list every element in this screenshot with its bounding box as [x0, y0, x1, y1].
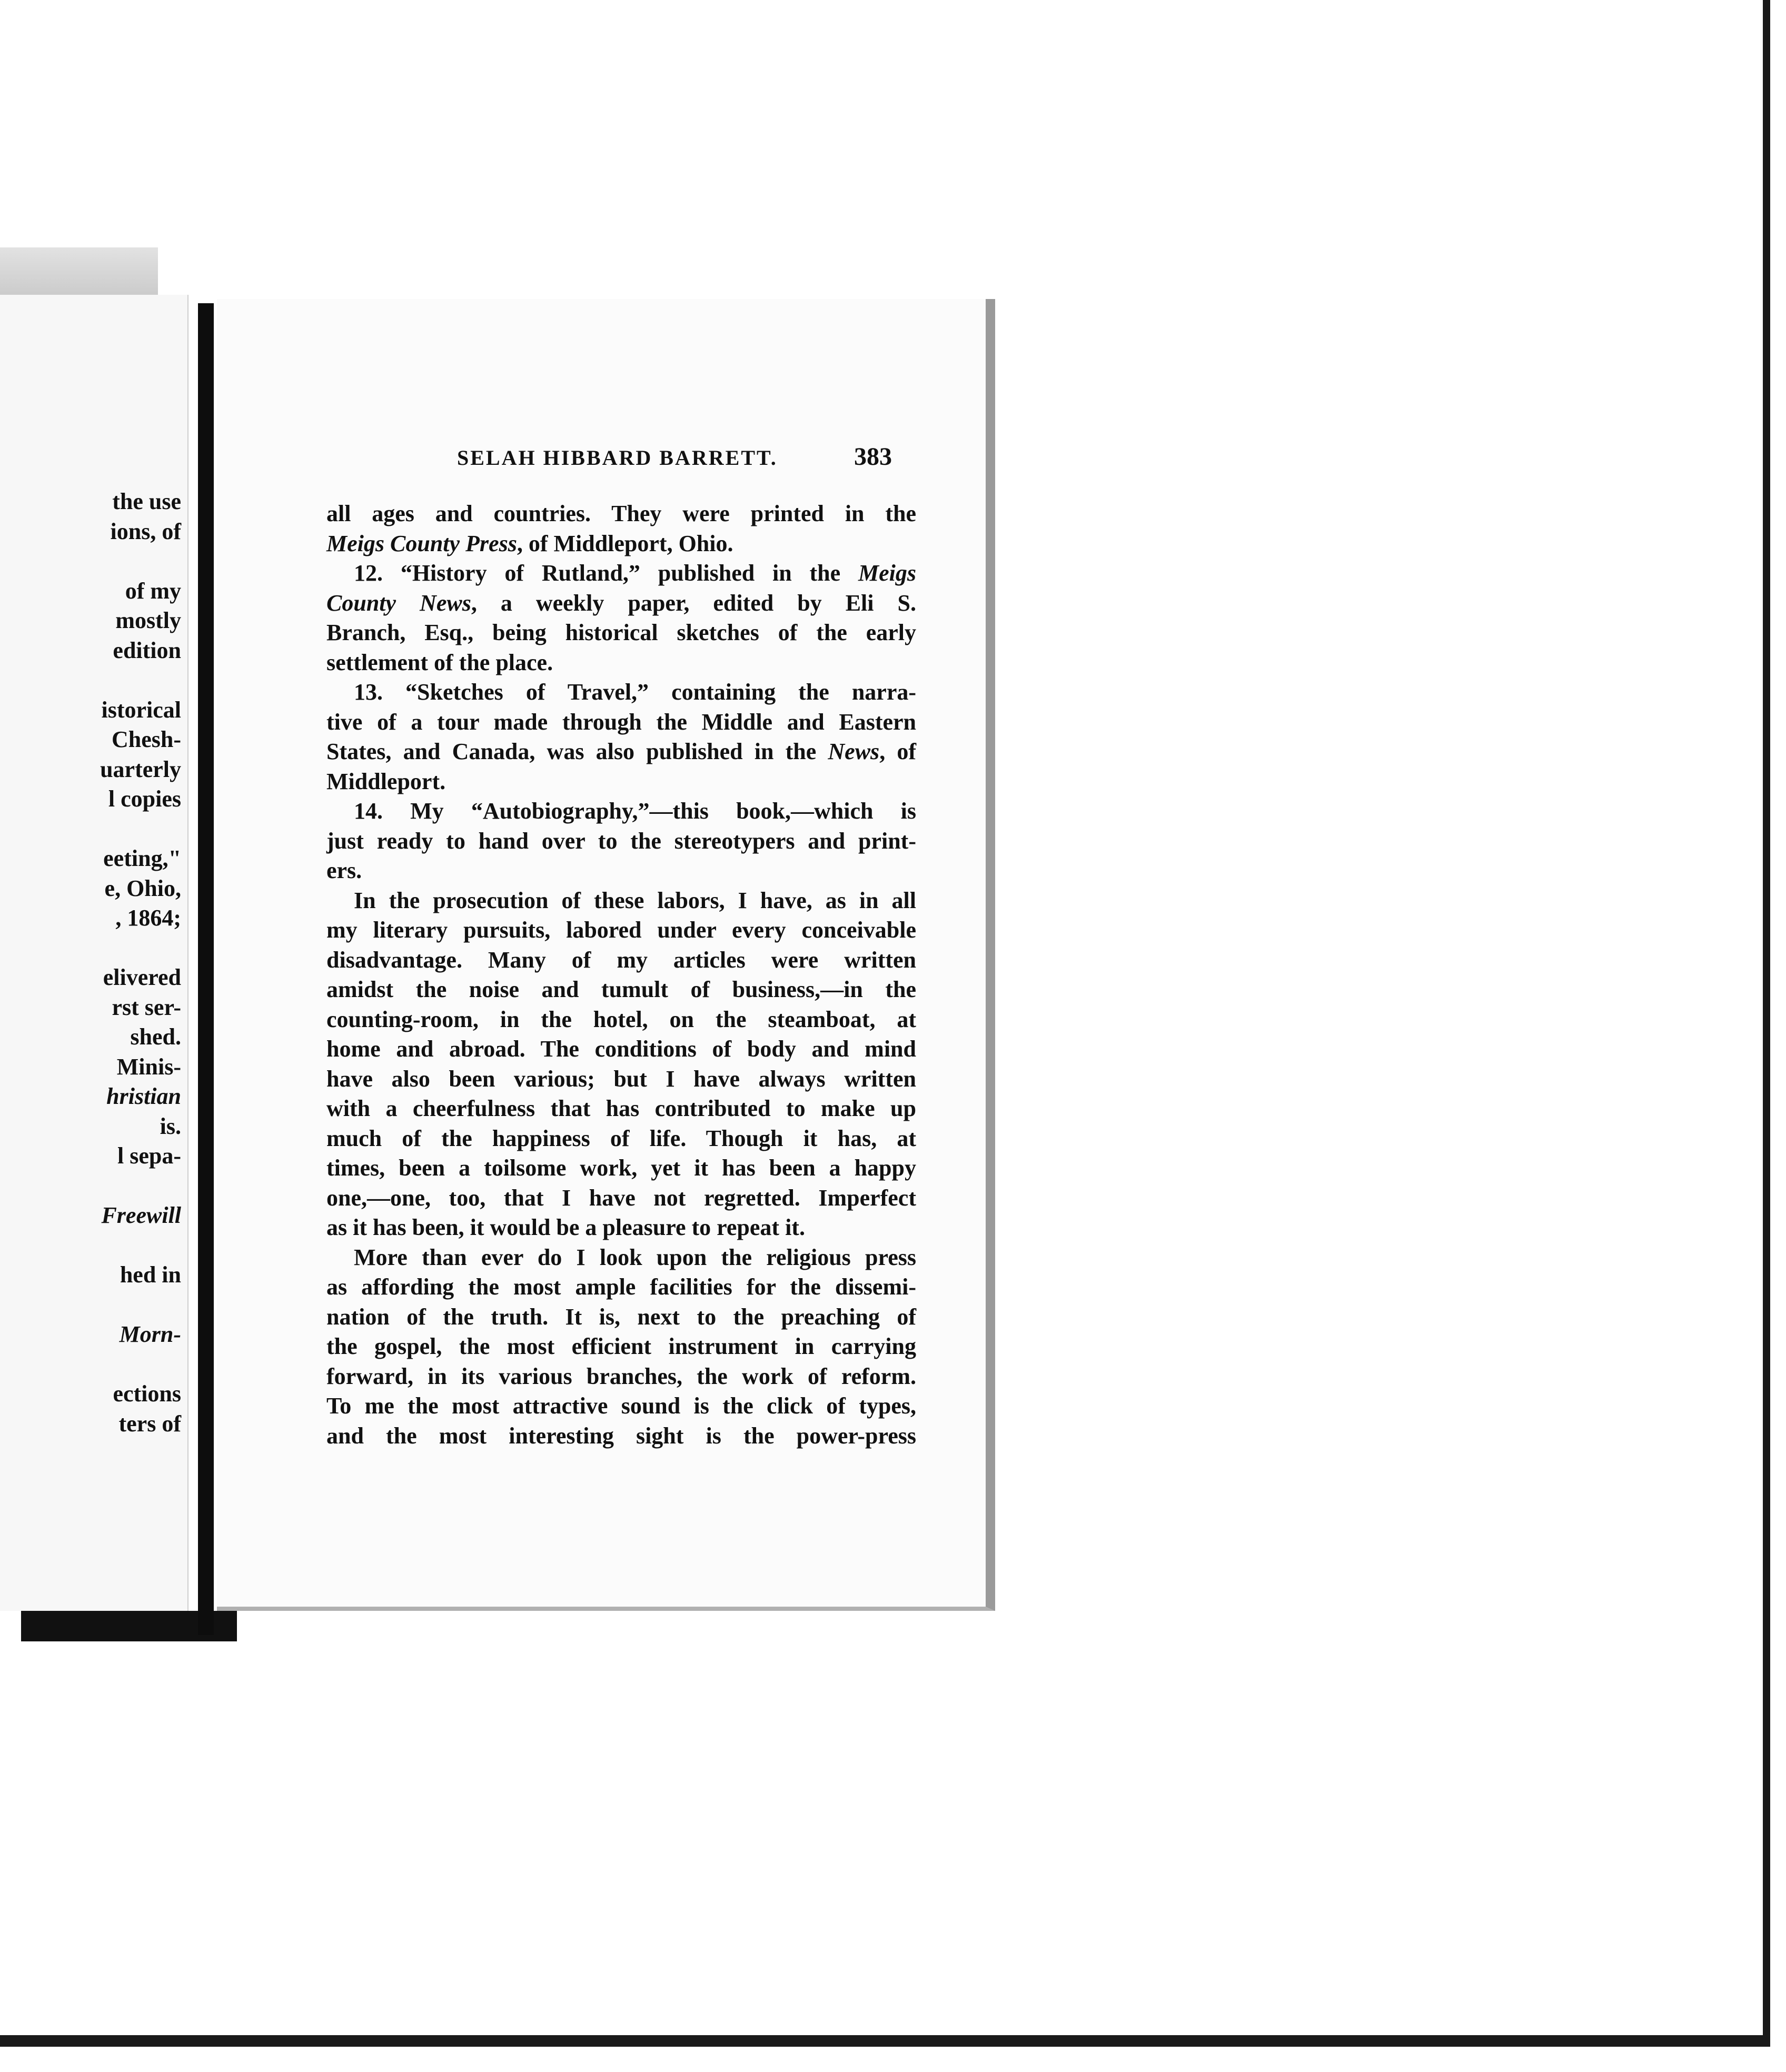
body-line: settlement of the place. — [326, 649, 553, 675]
body-line: my literary pursuits, labored under every conceivable — [326, 917, 916, 943]
left-page-line: elivered — [103, 964, 181, 990]
line-segment: , a weekly paper, edited by Eli S. — [471, 590, 916, 616]
body-line: More than ever do I look upon the religious press — [354, 1244, 916, 1270]
left-page-line — [2, 665, 181, 695]
left-page-line: , 1864; — [115, 905, 181, 931]
left-page-line: hristian — [106, 1083, 181, 1109]
body-line: home and abroad. The conditions of body and mind — [326, 1036, 916, 1062]
body-line: disadvantage. Many of my articles were written — [326, 947, 916, 973]
left-page-line: ions, of — [110, 518, 181, 544]
left-page-line: the use — [112, 489, 181, 514]
body-line: 13. “Sketches of Travel,” containing the narra- — [354, 679, 916, 705]
body-line: Middleport. — [326, 768, 446, 794]
left-page-line: of my — [125, 577, 181, 604]
running-head: SELAH HIBBARD BARRETT. — [457, 446, 778, 470]
line-segment: , of Middleport, Ohio. — [517, 530, 733, 556]
body-line: one,—one, too, that I have not regretted. Imperfect — [326, 1184, 916, 1211]
body-line: all ages and countries. They were printed in the — [326, 501, 916, 526]
body-line — [326, 529, 916, 559]
body-line: just ready to hand over to the stereotypers and print- — [326, 828, 916, 854]
left-page-line — [2, 1290, 181, 1320]
left-page-line: mostly — [115, 607, 181, 633]
italic-title: Meigs County Press — [326, 530, 517, 556]
left-page-line: uarterly — [100, 756, 181, 782]
body-line: have also been various; but I have always written — [326, 1065, 916, 1092]
line-segment: 12. “History of Rutland,” published in the — [354, 560, 858, 586]
body-line: times, been a toilsome work, yet it has been a happy — [326, 1155, 916, 1181]
left-page-line — [2, 814, 181, 844]
body-line: In the prosecution of these labors, I have, as in all — [354, 887, 916, 913]
body-line: nation of the truth. It is, next to the preaching of — [326, 1303, 916, 1330]
line-segment: States, and Canada, was also published in the — [326, 739, 828, 764]
left-page-line: Minis- — [116, 1053, 181, 1080]
left-page-line: e, Ohio, — [104, 875, 181, 901]
body-line: forward, in its various branches, the work of reform. — [326, 1363, 916, 1389]
line-segment: , of — [879, 739, 916, 764]
left-page-line — [2, 1231, 181, 1261]
left-page-line: edition — [113, 637, 181, 663]
body-line: Branch, Esq., being historical sketches of the early — [326, 620, 916, 645]
left-page-line — [2, 546, 181, 576]
left-page-line: Morn- — [119, 1321, 181, 1347]
body-line: 14. My “Autobiography,”—this book,—which is — [354, 798, 916, 824]
scan-frame-bottom-edge — [0, 2035, 1770, 2047]
body-line — [326, 559, 916, 589]
left-page-line — [2, 933, 181, 963]
body-line: ers. — [326, 858, 362, 883]
left-page-line — [2, 1171, 181, 1201]
left-page-text-fragments — [2, 487, 181, 1439]
body-line: counting-room, in the hotel, on the steamboat, at — [326, 1006, 916, 1032]
body-line — [326, 589, 916, 619]
left-page-line: Freewill — [101, 1202, 181, 1228]
body-line: as it has been, it would be a pleasure to repeat it. — [326, 1214, 805, 1240]
body-line — [326, 737, 916, 767]
left-page-line: Chesh- — [111, 726, 181, 752]
page-number: 383 — [854, 443, 892, 471]
left-page-line: hed in — [120, 1262, 181, 1288]
left-page-line — [2, 1350, 181, 1380]
body-line: as affording the most ample facilities for the dissemi- — [326, 1274, 916, 1300]
body-line: with a cheerfulness that has contributed to make up — [326, 1095, 916, 1121]
italic-title: News — [828, 739, 880, 764]
left-page-line: l copies — [108, 786, 181, 812]
body-line: amidst the noise and tumult of business,—in the — [326, 977, 916, 1002]
body-line: tive of a tour made through the Middle and Eastern — [326, 709, 916, 735]
left-page — [0, 295, 188, 1611]
scan-frame-right-edge — [1763, 0, 1770, 2043]
left-page-line: ters of — [118, 1410, 181, 1437]
body-line: and the most interesting sight is the power-press — [326, 1422, 916, 1449]
left-page-line: eeting," — [103, 845, 181, 871]
left-page-line: istorical — [101, 696, 181, 723]
left-page-line: l sepa- — [117, 1143, 181, 1169]
body-line: the gospel, the most efficient instrument in carrying — [326, 1333, 916, 1359]
page-body-text — [326, 499, 916, 1451]
italic-title: Meigs — [858, 560, 916, 586]
left-page-line: ections — [113, 1381, 181, 1407]
left-page-line: rst ser- — [112, 994, 181, 1020]
italic-title: County News — [326, 590, 471, 616]
body-line: much of the happiness of life. Though it has, at — [326, 1125, 916, 1151]
left-page-line: shed. — [130, 1024, 181, 1050]
body-line: To me the most attractive sound is the click of types, — [326, 1393, 916, 1419]
book-spine-gutter — [198, 303, 214, 1635]
left-page-line: is. — [160, 1113, 181, 1139]
